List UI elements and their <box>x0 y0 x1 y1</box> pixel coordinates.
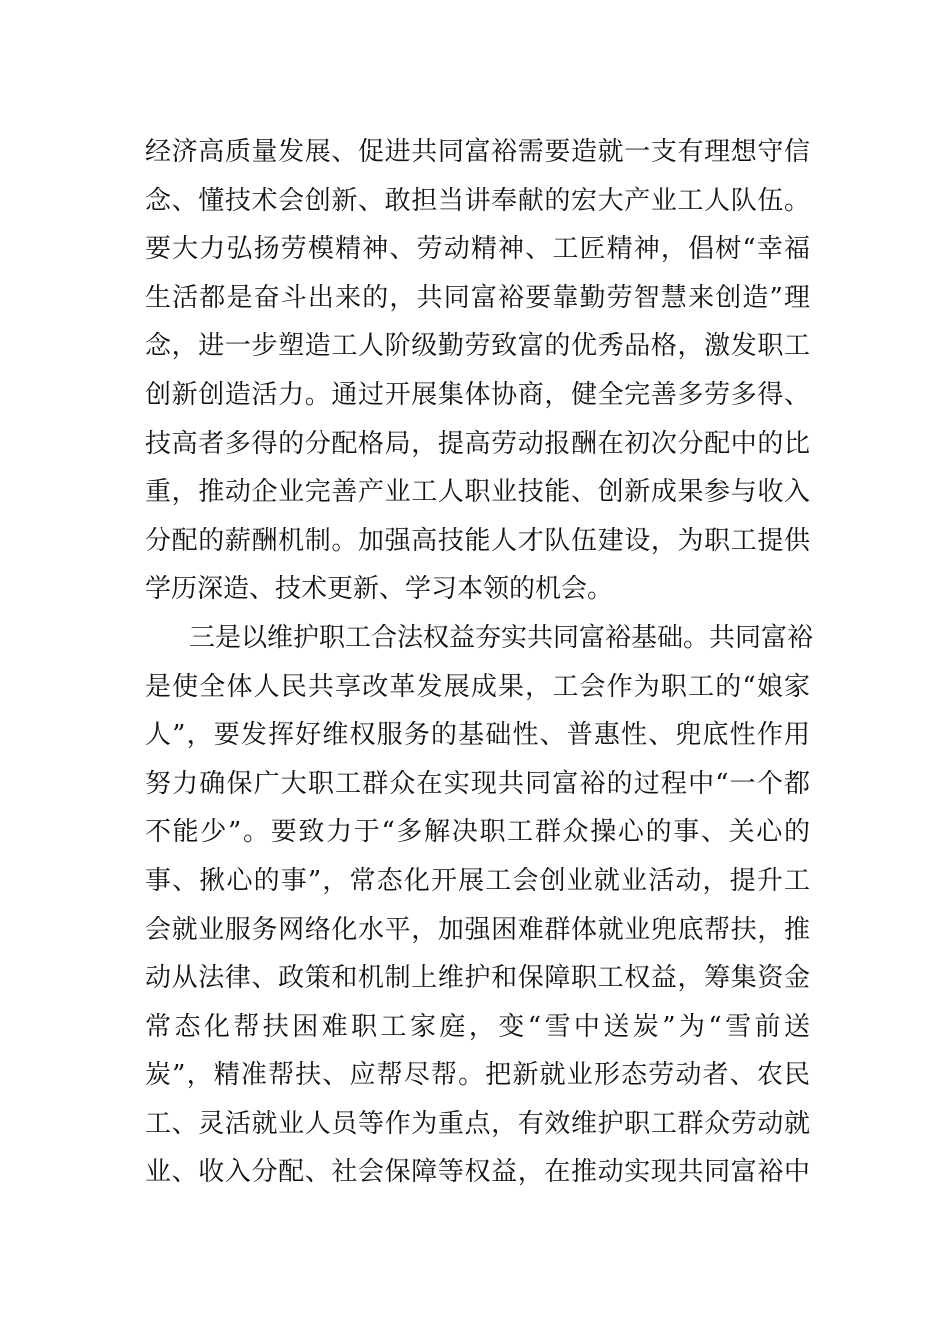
text-line-20: 炭”，精准帮扶、应帮尽帮。把新就业形态劳动者、农民 <box>145 1060 810 1091</box>
text-line-11: 三是以维护职工合法权益夯实共同富裕基础。共同富裕 <box>189 622 814 653</box>
text-line-16: 事、揪心的事”，常态化开展工会创业就业活动，提升工 <box>145 865 810 896</box>
text-line-18: 动从法律、政策和机制上维护和保障职工权益，筹集资金 <box>145 963 810 994</box>
text-line-14: 努力确保广大职工群众在实现共同富裕的过程中“一个都 <box>145 768 810 799</box>
text-line-4: 生活都是奋斗出来的，共同富裕要靠勤劳智慧来创造”理 <box>145 282 810 313</box>
text-line-2: 念、懂技术会创新、敢担当讲奉献的宏大产业工人队伍。 <box>145 185 810 216</box>
text-line-22: 业、收入分配、社会保障等权益，在推动实现共同富裕中 <box>145 1157 810 1188</box>
text-line-19: 常态化帮扶困难职工家庭，变“雪中送炭”为“雪前送 <box>145 1011 810 1042</box>
text-line-1: 经济高质量发展、促进共同富裕需要造就一支有理想守信 <box>145 137 810 167</box>
text-line-9: 分配的薪酬机制。加强高技能人才队伍建设，为职工提供 <box>145 525 810 556</box>
text-line-15: 不能少”。要致力于“多解决职工群众操心的事、关心的 <box>145 817 810 848</box>
text-line-5: 念，进一步塑造工人阶级勤劳致富的优秀品格，激发职工 <box>145 331 810 362</box>
text-line-10: 学历深造、技术更新、学习本领的机会。 <box>145 574 614 605</box>
text-line-7: 技高者多得的分配格局，提高劳动报酬在初次分配中的比 <box>145 428 810 459</box>
text-line-13: 人”，要发挥好维权服务的基础性、普惠性、兜底性作用 <box>145 720 810 751</box>
text-line-17: 会就业服务网络化水平，加强困难群体就业兜底帮扶，推 <box>145 914 810 945</box>
text-line-8: 重，推动企业完善产业工人职业技能、创新成果参与收入 <box>145 477 810 508</box>
text-line-6: 创新创造活力。通过开展集体协商，健全完善多劳多得、 <box>145 379 810 410</box>
body-text <box>145 128 814 1197</box>
text-line-3: 要大力弘扬劳模精神、劳动精神、工匠精神，倡树“幸福 <box>145 234 810 265</box>
text-line-21: 工、灵活就业人员等作为重点，有效维护职工群众劳动就 <box>145 1108 810 1139</box>
text-line-12: 是使全体人民共享改革发展成果，工会作为职工的“娘家 <box>145 671 810 702</box>
